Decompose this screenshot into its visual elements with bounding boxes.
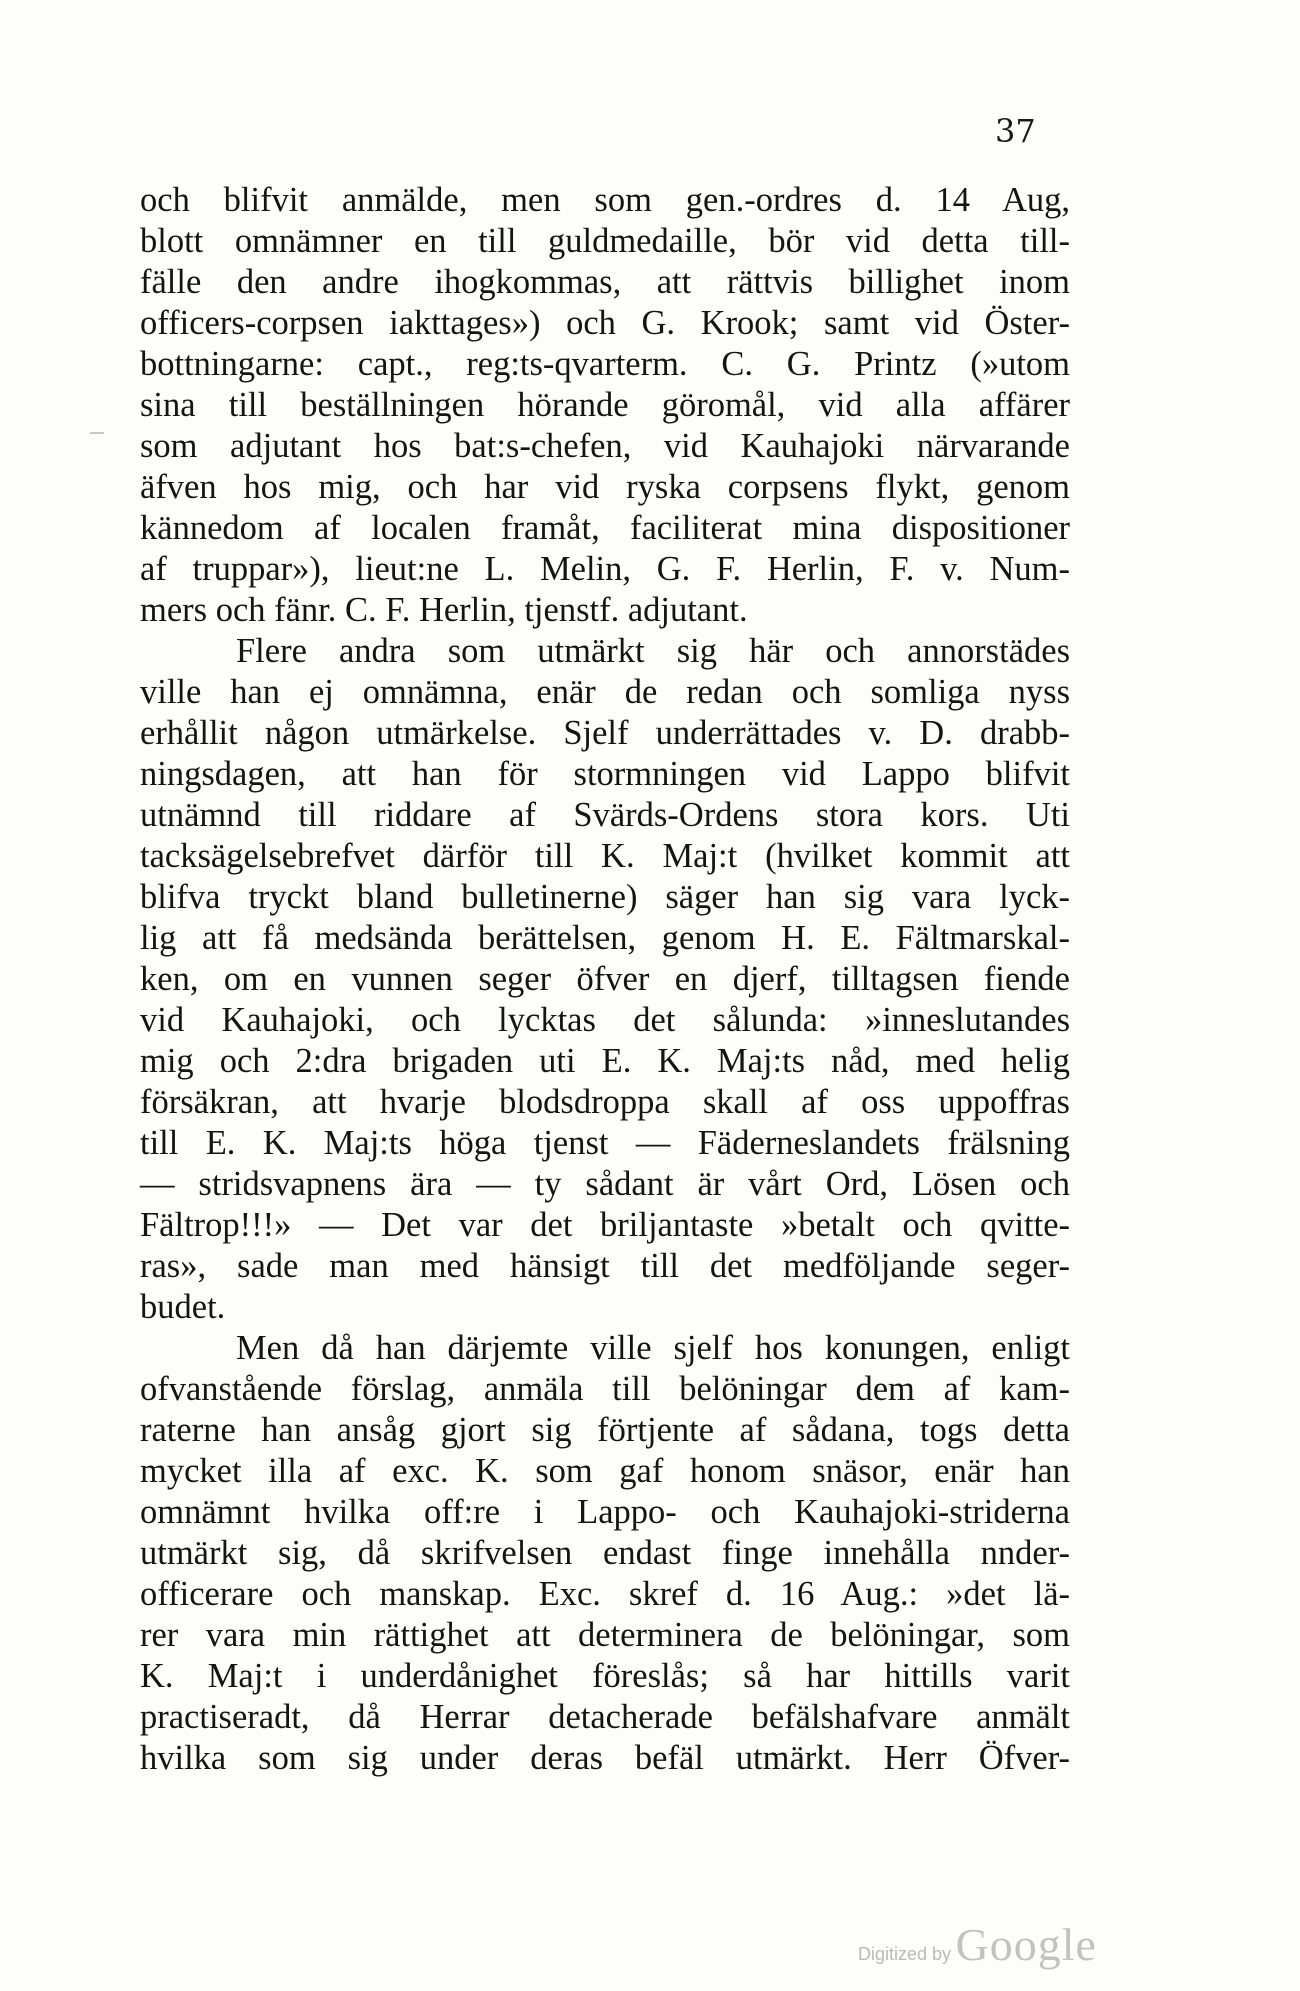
digitized-by-google-watermark bbox=[858, 1918, 1097, 1971]
text-line: raterne han ansåg gjort sig förtjente af sådana, togs detta bbox=[140, 1411, 1070, 1449]
text-line: af truppar»), lieut:ne L. Melin, G. F. Herlin, F. v. Num- bbox=[140, 550, 1070, 588]
text-line: ofvanstående förslag, anmäla till belöningar dem af kam- bbox=[140, 1370, 1070, 1408]
text-line: försäkran, att hvarje blodsdroppa skall af oss uppoffras bbox=[140, 1083, 1070, 1121]
text-line: tacksägelsebrefvet därför till K. Maj:t (hvilket kommit att bbox=[140, 837, 1070, 875]
text-line: officers-corpsen iakttages») och G. Krook; samt vid Öster- bbox=[140, 304, 1070, 342]
text-line: ras», sade man med hänsigt till det medföljande seger- bbox=[140, 1247, 1070, 1285]
text-line: mig och 2:dra brigaden uti E. K. Maj:ts nåd, med helig bbox=[140, 1042, 1070, 1080]
text-line: till E. K. Maj:ts höga tjenst — Fäderneslandets frälsning bbox=[140, 1124, 1070, 1162]
text-line: Fältrop!!!» — Det var det briljantaste »betalt och qvitte- bbox=[140, 1206, 1070, 1244]
text-line: och blifvit anmälde, men som gen.-ordres d. 14 Aug, bbox=[140, 181, 1070, 219]
watermark-prefix: Digitized by bbox=[858, 1944, 952, 1964]
text-line: hvilka som sig under deras befäl utmärkt. Herr Öfver- bbox=[140, 1739, 1070, 1777]
margin-mark bbox=[90, 432, 104, 434]
text-line: K. Maj:t i underdånighet föreslås; så har hittills varit bbox=[140, 1657, 1070, 1695]
text-line: rer vara min rättighet att determinera de belöningar, som bbox=[140, 1616, 1070, 1654]
text-line: officerare och manskap. Exc. skref d. 16 Aug.: »det lä- bbox=[140, 1575, 1070, 1613]
text-line: practiseradt, då Herrar detacherade befälshafvare anmält bbox=[140, 1698, 1070, 1736]
text-line: omnämnt hvilka off:re i Lappo- och Kauhajoki-striderna bbox=[140, 1493, 1070, 1531]
text-line: — stridsvapnens ära — ty sådant är vårt Ord, Lösen och bbox=[140, 1165, 1070, 1203]
text-line: erhållit någon utmärkelse. Sjelf underrättades v. D. drabb- bbox=[140, 714, 1070, 752]
text-line: som adjutant hos bat:s-chefen, vid Kauhajoki närvarande bbox=[140, 427, 1070, 465]
paragraph-start-line: Flere andra som utmärkt sig här och annorstädes bbox=[236, 632, 1070, 670]
text-line: ville han ej omnämna, enär de redan och somliga nyss bbox=[140, 673, 1070, 711]
text-line: kännedom af localen framåt, faciliterat mina dispositioner bbox=[140, 509, 1070, 547]
text-line: utmärkt sig, då skrifvelsen endast finge innehålla nnder- bbox=[140, 1534, 1070, 1572]
text-line: mers och fänr. C. F. Herlin, tjenstf. adjutant. bbox=[140, 591, 748, 629]
text-line: budet. bbox=[140, 1288, 226, 1326]
text-line: lig att få medsända berättelsen, genom H. E. Fältmarskal- bbox=[140, 919, 1070, 957]
text-line: mycket illa af exc. K. som gaf honom snäsor, enär han bbox=[140, 1452, 1070, 1490]
text-line: blifva tryckt bland bulletinerne) säger han sig vara lyck- bbox=[140, 878, 1070, 916]
page-number: 37 bbox=[995, 112, 1036, 150]
text-line: utnämnd till riddare af Svärds-Ordens stora kors. Uti bbox=[140, 796, 1070, 834]
text-line: bottningarne: capt., reg:ts-qvarterm. C. G. Printz (»utom bbox=[140, 345, 1070, 383]
text-line: fälle den andre ihogkommas, att rättvis billighet inom bbox=[140, 263, 1070, 301]
paragraph-start-line: Men då han därjemte ville sjelf hos konungen, enligt bbox=[236, 1329, 1070, 1367]
text-line: blott omnämner en till guldmedaille, bör vid detta till- bbox=[140, 222, 1070, 260]
text-line: ningsdagen, att han för stormningen vid Lappo blifvit bbox=[140, 755, 1070, 793]
body-text bbox=[140, 180, 1070, 1779]
text-line: ken, om en vunnen seger öfver en djerf, tilltagsen fiende bbox=[140, 960, 1070, 998]
text-line: vid Kauhajoki, och lycktas det sålunda: »inneslutandes bbox=[140, 1001, 1070, 1039]
text-line: sina till beställningen hörande göromål, vid alla affärer bbox=[140, 386, 1070, 424]
google-logo: Google bbox=[955, 1919, 1097, 1970]
text-line: äfven hos mig, och har vid ryska corpsens flykt, genom bbox=[140, 468, 1070, 506]
